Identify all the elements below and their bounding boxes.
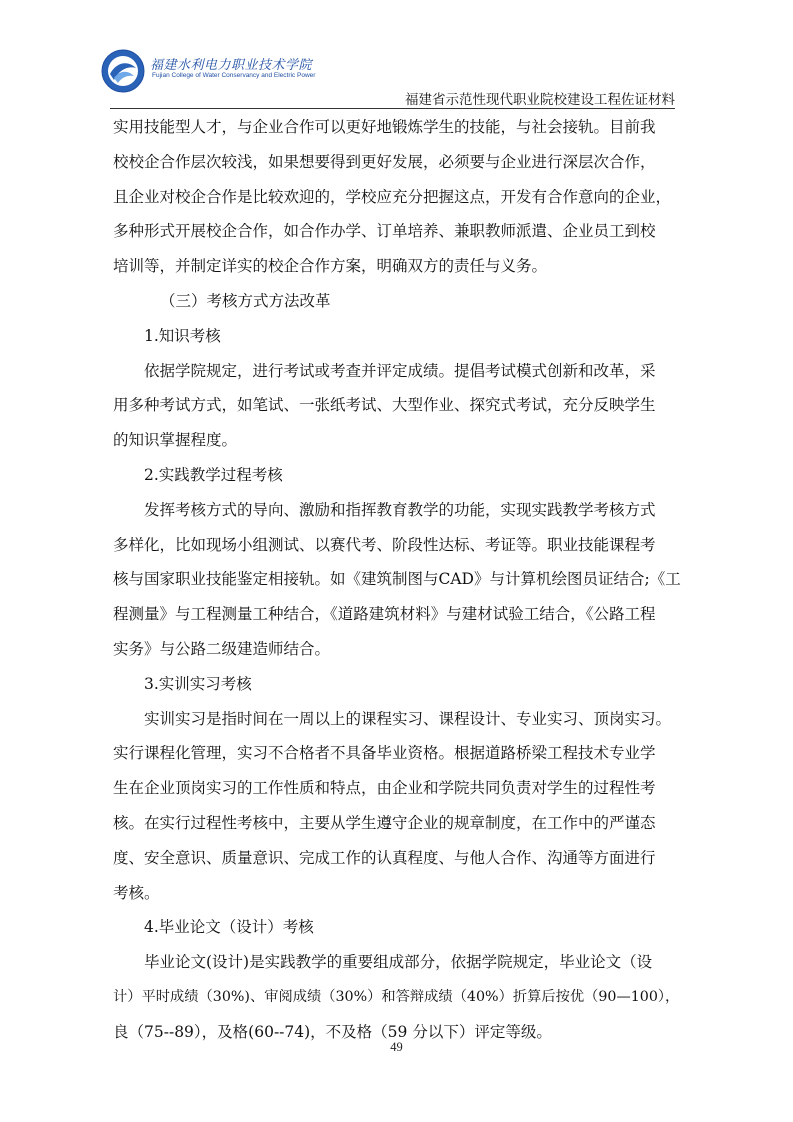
subsection-heading: 1.知识考核	[144, 326, 221, 345]
logo-english-name: Fujian College of Water Conservancy and Electric Power	[152, 72, 316, 79]
logo-chinese-name: 福建水利电力职业技术学院	[150, 58, 313, 73]
text-line: 实用技能型人才，与企业合作可以更好地锻炼学生的技能，与社会接轨。目前我	[113, 118, 656, 136]
text-line: 核与国家职业技能鉴定相接轨。如《建筑制图与CAD》与计算机绘图员证结合;《工	[113, 570, 681, 589]
text-line: 良（75--89），及格(60--74)，不及格（59 分以下）评定等级。	[113, 1022, 552, 1041]
text-line: 核。在实行过程性考核中，主要从学生遵守企业的规章制度，在工作中的严谨态	[113, 813, 656, 832]
section-heading: （三）考核方式方法改革	[160, 291, 331, 310]
text-line: 多种形式开展校企合作，如合作办学、订单培养、兼职教师派遣、企业员工到校	[113, 222, 656, 241]
text-line: 实训实习是指时间在一周以上的课程实习、课程设计、专业实习、顶岗实习。	[144, 709, 672, 728]
text-line: 用多种考试方式，如笔试、一张纸考试、大型作业、探究式考试，充分反映学生	[113, 396, 656, 415]
text-line: 实务》与公路二级建造师结合。	[113, 639, 331, 658]
header-title: 福建省示范性现代职业院校建设工程佐证材料	[405, 92, 675, 108]
college-logo	[100, 48, 316, 96]
text-line: 毕业论文(设计)是实践教学的重要组成部分，依据学院规定，毕业论文（设	[144, 953, 653, 972]
text-line: 考核。	[113, 883, 160, 902]
text-line: 生在企业顶岗实习的工作性质和特点，由企业和学院共同负责对学生的过程性考	[113, 779, 656, 798]
college-emblem-icon	[100, 48, 146, 94]
text-line: 程测量》与工程测量工种结合，《道路建筑材料》与建材试验工结合，《公路工程	[113, 605, 656, 624]
text-line: 多样化，比如现场小组测试、以赛代考、阶段性达标、考证等。职业技能课程考	[113, 535, 656, 554]
text-line: 的知识掌握程度。	[113, 431, 238, 450]
text-line: 计）平时成绩（30%)、审阅成绩（30%）和答辩成绩（40%）折算后按优（90—100），	[113, 988, 680, 1005]
subsection-heading: 4.毕业论文（设计）考核	[144, 918, 314, 937]
text-line: 培训等，并制定详实的校企合作方案，明确双方的责任与义务。	[113, 257, 548, 276]
text-line: 度、安全意识、质量意识、完成工作的认真程度、与他人合作、沟通等方面进行	[113, 848, 656, 867]
text-line: 且企业对校企合作是比较欢迎的，学校应充分把握这点，开发有合作意向的企业，	[113, 187, 672, 206]
text-line: 依据学院规定，进行考试或考查并评定成绩。提倡考试模式创新和改革，采	[144, 361, 656, 380]
page-number: 49	[390, 1040, 403, 1054]
text-line: 校校企合作层次较浅，如果想要得到更好发展，必须要与企业进行深层次合作，	[113, 152, 656, 171]
body-text	[113, 110, 685, 1050]
subsection-heading: 3.实训实习考核	[144, 674, 252, 693]
text-line: 实行课程化管理，实习不合格者不具备毕业资格。根据道路桥梁工程技术专业学	[113, 744, 656, 763]
text-line: 发挥考核方式的导向、激励和指挥教育教学的功能，实现实践教学考核方式	[144, 500, 656, 519]
subsection-heading: 2.实践教学过程考核	[144, 465, 283, 484]
header-divider	[110, 108, 675, 109]
